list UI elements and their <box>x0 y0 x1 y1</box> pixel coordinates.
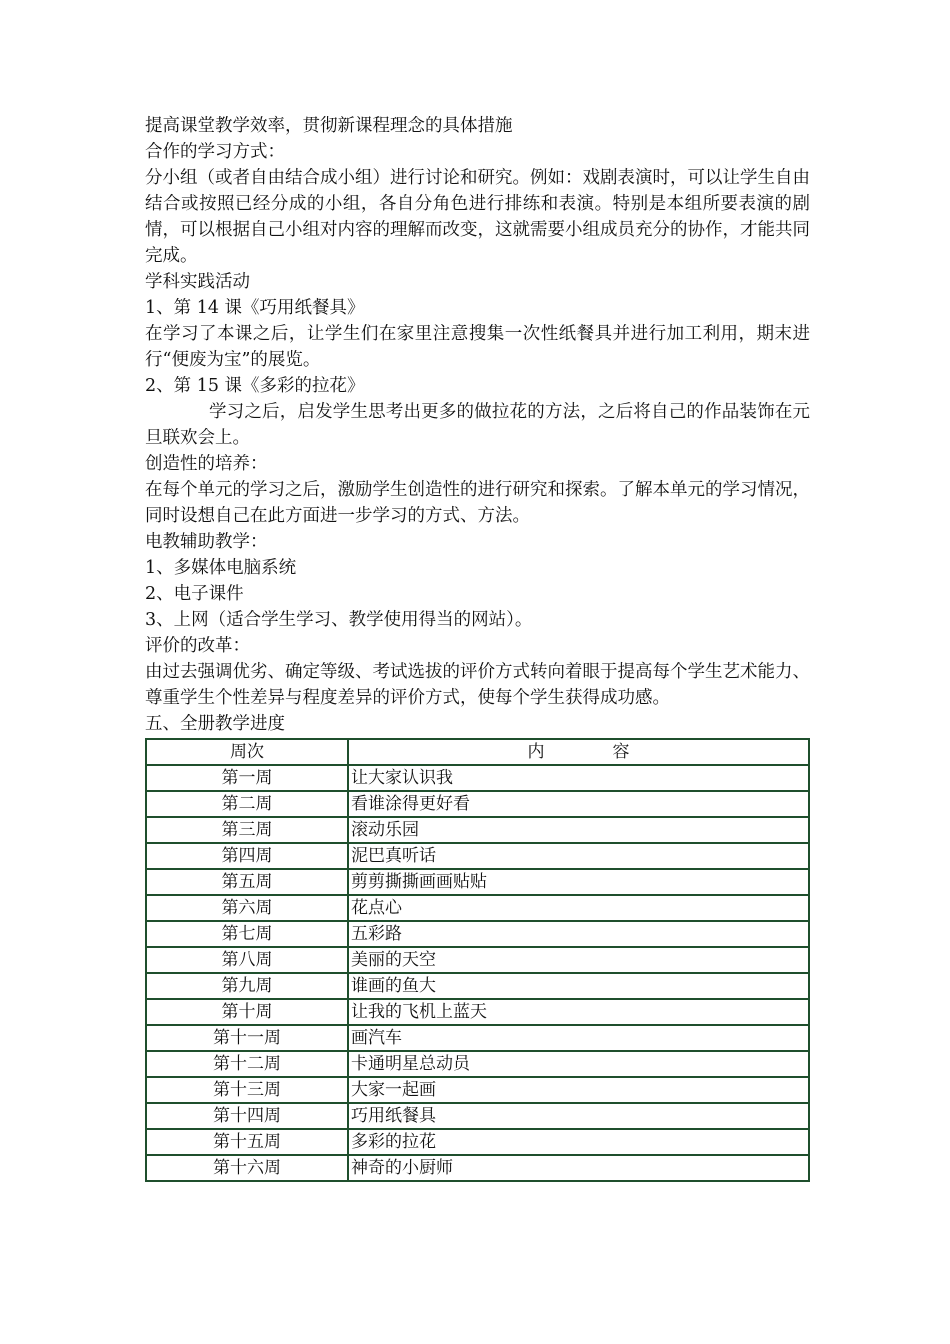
row-content: 美丽的天空 <box>348 947 809 973</box>
row-week: 第十周 <box>146 999 348 1025</box>
row-week: 第十二周 <box>146 1051 348 1077</box>
row-content: 多彩的拉花 <box>348 1129 809 1155</box>
table-row <box>146 1155 809 1181</box>
row-content: 泥巴真听话 <box>348 843 809 869</box>
header-content: 内 容 <box>348 739 809 765</box>
evaluation-title: 评价的改革： <box>145 636 250 656</box>
row-week: 第十六周 <box>146 1155 348 1181</box>
practice-item2-body: 学习之后，启发学生思考出更多的做拉花的方法，之后将自己的作品装饰在元旦联欢会上。 <box>145 402 810 448</box>
row-week: 第四周 <box>146 843 348 869</box>
practice-title: 学科实践活动 <box>145 272 250 292</box>
coop-body: 分小组（或者自由结合成小组）进行讨论和研究。例如：戏剧表演时，可以让学生自由结合或按照已经分成的小组，各自分角色进行排练和表演。特别是本组所要表演的剧情，可以根据自己小组对内容的理解而改变，这就需要小组成员充分的协作，才能共同完成。 <box>145 168 810 266</box>
row-week: 第二周 <box>146 791 348 817</box>
table-header-row <box>146 739 809 765</box>
practice-item2-title: 2、第 15 课《多彩的拉花》 <box>145 376 365 396</box>
schedule-table <box>145 738 810 1182</box>
table-row <box>146 869 809 895</box>
row-week: 第七周 <box>146 921 348 947</box>
row-content: 大家一起画 <box>348 1077 809 1103</box>
practice-item1-title: 1、第 14 课《巧用纸餐具》 <box>145 298 365 318</box>
row-content: 花点心 <box>348 895 809 921</box>
table-row <box>146 895 809 921</box>
header-week: 周次 <box>146 739 348 765</box>
row-content: 卡通明星总动员 <box>348 1051 809 1077</box>
table-row <box>146 1051 809 1077</box>
table-row <box>146 921 809 947</box>
row-content: 让大家认识我 <box>348 765 809 791</box>
row-content: 谁画的鱼大 <box>348 973 809 999</box>
schedule-title: 五、全册教学进度 <box>145 714 285 734</box>
row-content: 让我的飞机上蓝天 <box>348 999 809 1025</box>
row-content: 画汽车 <box>348 1025 809 1051</box>
table-row <box>146 947 809 973</box>
row-week: 第十五周 <box>146 1129 348 1155</box>
practice-item1-body: 在学习了本课之后，让学生们在家里注意搜集一次性纸餐具并进行加工利用，期末进行“便废为宝”的展览。 <box>145 324 810 370</box>
av-item: 1、多媒体电脑系统 <box>145 558 297 578</box>
document-page <box>145 113 810 1182</box>
evaluation-body: 由过去强调优劣、确定等级、考试选拔的评价方式转向着眼于提高每个学生艺术能力、尊重学生个性差异与程度差异的评价方式，使每个学生获得成功感。 <box>145 662 810 708</box>
row-content: 滚动乐园 <box>348 817 809 843</box>
row-content: 巧用纸餐具 <box>348 1103 809 1129</box>
table-row <box>146 973 809 999</box>
row-week: 第十三周 <box>146 1077 348 1103</box>
coop-title: 合作的学习方式： <box>145 142 285 162</box>
av-title: 电教辅助教学： <box>145 532 268 552</box>
table-row <box>146 843 809 869</box>
table-row <box>146 765 809 791</box>
row-week: 第三周 <box>146 817 348 843</box>
row-week: 第八周 <box>146 947 348 973</box>
av-item: 3、上网（适合学生学习、教学使用得当的网站）。 <box>145 610 533 630</box>
av-item: 2、电子课件 <box>145 584 244 604</box>
table-row <box>146 1077 809 1103</box>
table-row <box>146 1103 809 1129</box>
creativity-body: 在每个单元的学习之后，激励学生创造性的进行研究和探索。了解本单元的学习情况，同时设想自己在此方面进一步学习的方式、方法。 <box>145 480 810 526</box>
row-week: 第十一周 <box>146 1025 348 1051</box>
row-week: 第五周 <box>146 869 348 895</box>
row-week: 第九周 <box>146 973 348 999</box>
creativity-title: 创造性的培养： <box>145 454 268 474</box>
table-row <box>146 1025 809 1051</box>
table-row <box>146 817 809 843</box>
row-week: 第一周 <box>146 765 348 791</box>
row-content: 剪剪撕撕画画贴贴 <box>348 869 809 895</box>
table-row <box>146 791 809 817</box>
table-row <box>146 999 809 1025</box>
row-week: 第六周 <box>146 895 348 921</box>
document-heading: 提高课堂教学效率，贯彻新课程理念的具体措施 <box>145 116 513 136</box>
row-content: 神奇的小厨师 <box>348 1155 809 1181</box>
row-content: 看谁涂得更好看 <box>348 791 809 817</box>
row-content: 五彩路 <box>348 921 809 947</box>
table-row <box>146 1129 809 1155</box>
row-week: 第十四周 <box>146 1103 348 1129</box>
